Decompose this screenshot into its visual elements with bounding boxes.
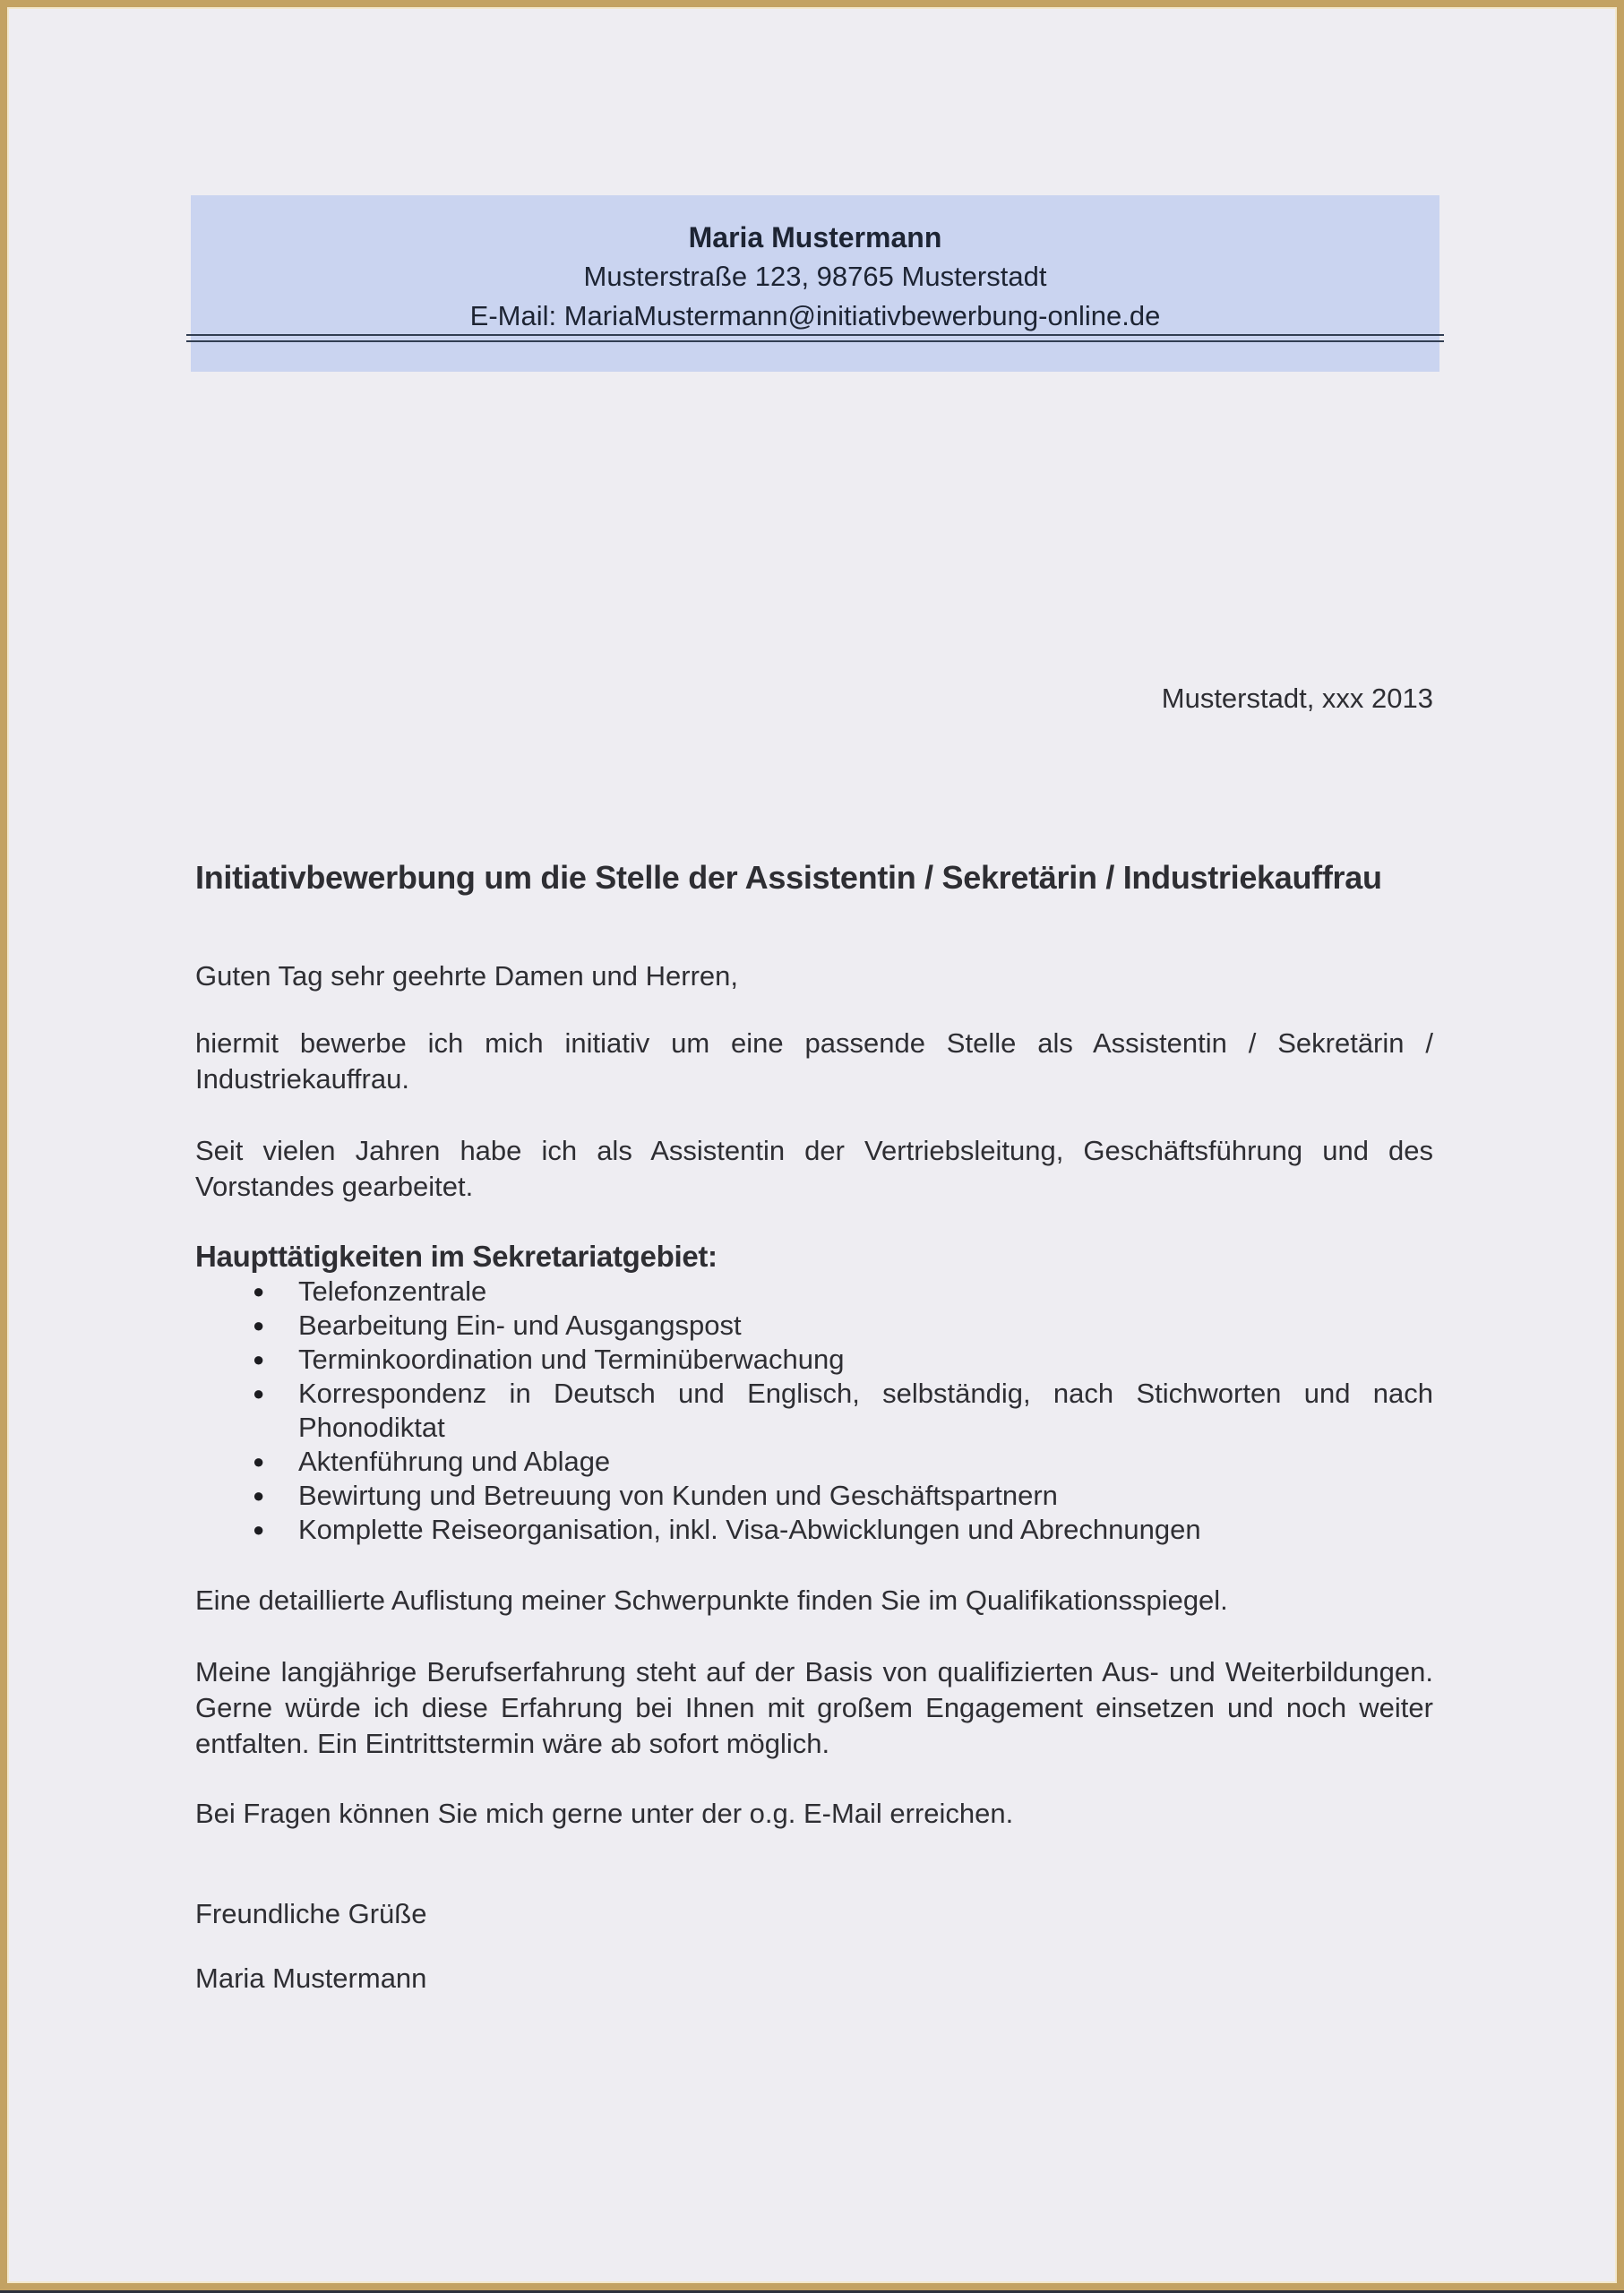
sender-address: Musterstraße 123, 98765 Musterstadt (583, 261, 1047, 292)
paragraph-background: Meine langjährige Berufserfahrung steht auf der Basis von qualifizierten Aus- und Weiterbildungen. Gerne würde ich diese Erfahrung bei Ihnen mit großem Engagement einsetzen und noch weiter entfalten. Ein Eintrittstermin wäre ab sofort möglich. (195, 1656, 1433, 1759)
paragraph-experience: Seit vielen Jahren habe ich als Assistentin der Vertriebsleitung, Geschäftsführung und des Vorstandes gearbeitet. (195, 1135, 1433, 1202)
paragraph-intro: hiermit bewerbe ich mich initiativ um eine passende Stelle als Assistentin / Sekretärin / Industriekauffrau. (195, 1027, 1433, 1095)
sender-name: Maria Mustermann (688, 221, 942, 253)
salutation: Guten Tag sehr geehrte Damen und Herren, (195, 960, 739, 992)
duties-list-item: ● Terminkoordination und Terminüberwachung (195, 1343, 1433, 1377)
letter-page-inner (7, 7, 1617, 2283)
sender-email: E-Mail: MariaMustermann@initiativbewerbung-online.de (469, 300, 1161, 331)
paragraph-contact: Bei Fragen können Sie mich gerne unter der o.g. E-Mail erreichen. (195, 1798, 1014, 1829)
duties-list-item: ● Bewirtung und Betreuung von Kunden und Geschäftspartnern (195, 1479, 1433, 1513)
duties-list-item: ● Komplette Reiseorganisation, inkl. Visa-Abwicklungen und Abrechnungen (195, 1513, 1433, 1547)
signature-name: Maria Mustermann (195, 1962, 427, 1994)
duties-list (195, 1275, 1433, 1547)
duties-list-item: ● Korrespondenz in Deutsch und Englisch, selbständig, nach Stichworten und nach Phonodiktat (195, 1377, 1433, 1445)
duties-heading: Haupttätigkeiten im Sekretariatgebiet: (195, 1240, 717, 1273)
duties-list-item: ● Telefonzentrale (195, 1275, 1433, 1309)
closing-line: Freundliche Grüße (195, 1898, 427, 1929)
duties-list-item: ● Aktenführung und Ablage (195, 1445, 1433, 1479)
subject-line: Initiativbewerbung um die Stelle der Assistentin / Sekretärin / Industriekauffrau (195, 859, 1382, 896)
date-line: Musterstadt, xxx 2013 (1161, 683, 1433, 714)
paragraph-qualification: Eine detaillierte Auflistung meiner Schwerpunkte finden Sie im Qualifikationsspiegel. (195, 1584, 1228, 1616)
duties-list-item: ● Bearbeitung Ein- und Ausgangspost (195, 1309, 1433, 1343)
letter-body (195, 7, 1433, 1997)
